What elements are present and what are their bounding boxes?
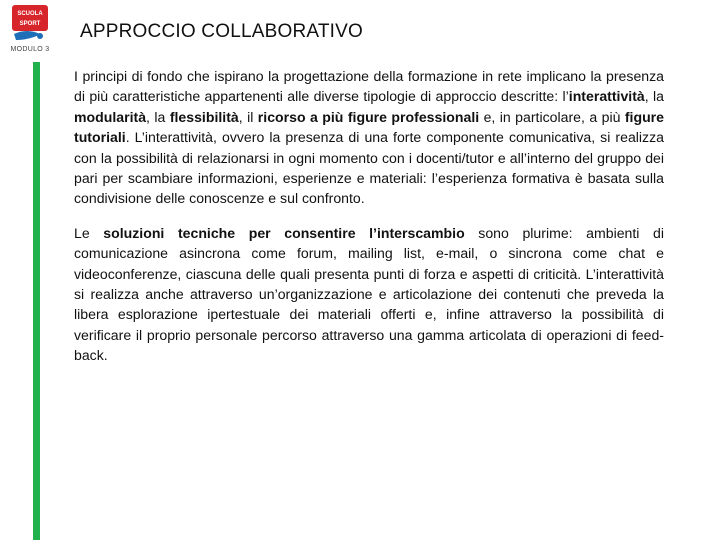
- logo-mid-text: SPORT: [19, 21, 41, 27]
- text-run: I principi di fondo che ispirano la progettazione della formazione in rete implicano la presenza di più caratteristiche appartenenti alle diverse tipologie di approccio descritte: l’: [74, 68, 664, 105]
- paragraph-2: [74, 223, 664, 366]
- paragraph-1: [74, 66, 664, 209]
- logo-graphic: [10, 4, 50, 44]
- text-run: sono plurime: ambienti di comunicazione asincrona come forum, mailing list, e-mail, o sincrona come chat e videoconferenze, ciascuna delle quali presenta punti di forza e aspetti di criticità. L’interattività si realizza anche attraverso un’organizzazione e articolazione dei contenuti che preveda la libera esplorazione ipertestuale dei materiali offerti e, infine attraverso la possibilità di verificare il proprio personale percorso attraverso una gamma articolata di operazioni di feed-back.: [74, 224, 665, 364]
- text-run: , la: [644, 88, 664, 105]
- bold-term: figure tutoriali: [74, 108, 665, 146]
- scuola-sport-logo: [10, 4, 50, 44]
- module-label: MODULO 3: [10, 46, 50, 53]
- logo-shield: [12, 5, 48, 31]
- text-run: e, in particolare, a più: [479, 108, 625, 125]
- slide-title: APPROCCIO COLLABORATIVO: [80, 21, 363, 42]
- bold-term: ricorso a più figure professionali: [257, 108, 480, 125]
- text-run: Le: [74, 224, 104, 241]
- bold-term: interattività: [568, 88, 645, 105]
- logo-dot: [37, 33, 43, 39]
- logo-swoosh: [14, 31, 40, 40]
- bold-term: soluzioni tecniche per consentire l’interscambio: [103, 224, 465, 241]
- text-run: . L’interattività, ovvero la presenza di una forte componente comunicativa, si realizza con la possibilità di relazionarsi in ogni momento con i docenti/tutor e all’interno del gruppo dei pari per scambiare informazioni, esperienze e materiali: l’esperienza formativa è basata sulla condivisione delle conoscenze e sul confronto.: [74, 129, 664, 207]
- logo-top-text: SCUOLA: [17, 11, 43, 17]
- text-run: , la: [146, 108, 170, 125]
- accent-bar: [33, 62, 40, 540]
- text-run: , il: [238, 108, 258, 125]
- body-text: [74, 66, 664, 380]
- bold-term: modularità: [74, 108, 147, 125]
- bold-term: flessibilità: [169, 108, 239, 125]
